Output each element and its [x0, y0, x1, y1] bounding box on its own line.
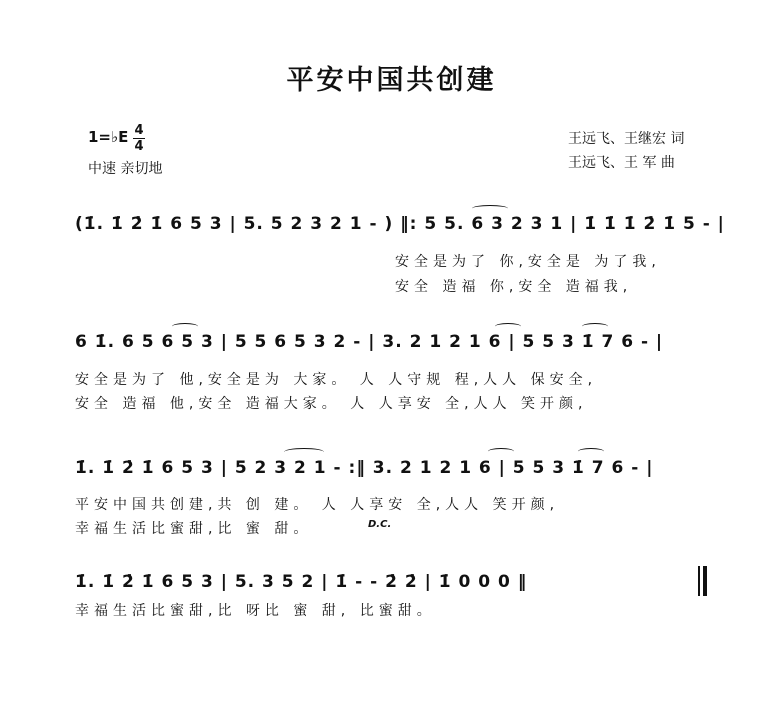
- time-signature-bottom: 4: [134, 139, 144, 154]
- song-title: 平安中国共创建: [286, 65, 497, 96]
- slur: [582, 323, 608, 330]
- tempo-marking: 中速 亲切地: [88, 161, 163, 177]
- slur: [172, 323, 198, 330]
- system-3-notes: 1̇. 1̇ 2̇ 1̇ 6 5 3 | 5 2 3 2 1 - :‖ 3. 2 1 2 1 6 | 5 5 3 1̇ 7 6 - |: [75, 458, 654, 478]
- composer-credit: 王远飞、王 军 曲: [568, 155, 675, 171]
- system-2-notes: 6 1̇. 6 5 6 5 3 | 5 5 6 5 3 2 - | 3. 2 1 2 1 6 | 5 5 3 1̇ 7 6 - |: [75, 332, 664, 352]
- system-1-lyrics-verse-1: 安全是为了 你,安全是 为了我,: [395, 254, 661, 270]
- final-barline: [703, 566, 707, 596]
- time-signature-top: 4: [134, 123, 144, 138]
- system-2-lyrics-verse-2: 安全 造福 他,安全 造福大家。 人 人享安 全,人人 笑开颜,: [75, 396, 588, 412]
- slur: [495, 323, 521, 330]
- lyricist-credit: 王远飞、王继宏 词: [568, 131, 685, 147]
- time-signature: [133, 124, 145, 153]
- system-1-notes: (1̇. 1̇ 2̇ 1̇ 6 5 3 | 5. 5 2 3 2 1 - ) ‖: 5 5. 6 3 2 3 1 | 1̇ 1̇ 1̇ 2̇ 1̇ 5 - |: [75, 214, 725, 234]
- slur: [578, 448, 604, 455]
- slur: [284, 448, 324, 456]
- dc-marking: D.C.: [368, 519, 392, 530]
- final-barline-thin: [698, 566, 700, 596]
- system-1-lyrics-verse-2: 安全 造福 你,安全 造福我,: [395, 279, 633, 295]
- system-3-lyrics-verse-2: 幸福生活比蜜甜,比 蜜 甜。: [75, 521, 313, 537]
- system-2-lyrics-verse-1: 安全是为了 他,安全是为 大家。 人 人守规 程,人人 保安全,: [75, 372, 598, 388]
- key-signature: 1=♭E: [88, 128, 129, 146]
- system-4-notes: 1̇. 1̇ 2̇ 1̇ 6 5 3 | 5. 3 5 2 | 1̇ - - 2̇ 2̇ | 1̇ 0 0 0 ‖: [75, 572, 528, 592]
- system-4-lyrics-verse-1: 幸福生活比蜜甜,比 呀比 蜜 甜, 比蜜甜。: [75, 603, 436, 619]
- system-3-lyrics-verse-1: 平安中国共创建,共 创 建。 人 人享安 全,人人 笑开颜,: [75, 497, 560, 513]
- slur: [472, 205, 508, 212]
- slur: [488, 448, 514, 455]
